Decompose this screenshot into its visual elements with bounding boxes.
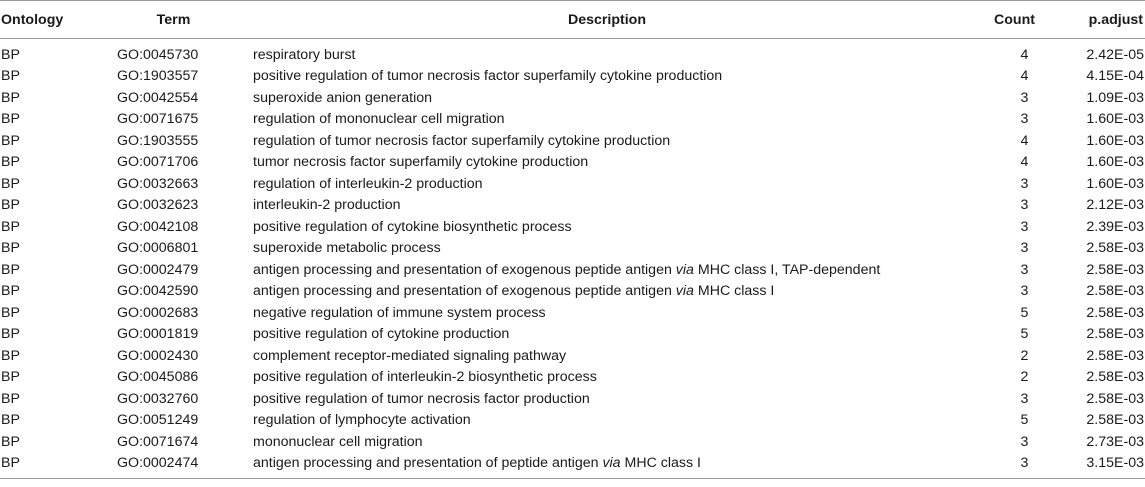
cell-count: 3 — [1020, 111, 1029, 128]
description-segment: positive regulation of cytokine production — [253, 326, 510, 343]
description-segment: regulation of lymphocyte activation — [253, 412, 471, 429]
description-segment: interleukin-2 production — [253, 197, 401, 214]
cell-count: 3 — [1020, 240, 1029, 257]
cell-ontology: BP — [1, 412, 20, 429]
cell-ontology: BP — [1, 132, 20, 149]
cell-count: 4 — [1020, 132, 1029, 149]
table-row — [0, 195, 1145, 217]
cell-term: GO:0045086 — [117, 369, 199, 386]
cell-term: GO:0032663 — [117, 175, 199, 192]
cell-description — [247, 174, 967, 196]
description-segment: MHC class I, TAP-dependent — [693, 261, 881, 278]
cell-description — [247, 88, 967, 110]
description-italic-segment: via — [602, 455, 621, 471]
cell-padjust: 2.58E-03 — [1086, 304, 1144, 321]
cell-ontology: BP — [1, 47, 20, 63]
header-padjust: p.adjust — [1062, 1, 1145, 39]
table-row — [0, 109, 1145, 131]
cell-padjust: 2.58E-03 — [1086, 326, 1144, 343]
cell-term: GO:0032760 — [117, 390, 199, 407]
cell-term: GO:1903557 — [117, 68, 199, 85]
cell-ontology: BP — [1, 111, 20, 128]
table-row — [0, 217, 1145, 239]
description-segment: positive regulation of tumor necrosis factor production — [253, 390, 590, 407]
cell-count: 3 — [967, 453, 1062, 479]
description-segment: superoxide anion generation — [253, 89, 433, 106]
cell-count: 3 — [1020, 283, 1029, 300]
description-segment: mononuclear cell migration — [253, 433, 423, 450]
cell-ontology: BP — [1, 390, 20, 407]
cell-ontology: BP — [1, 68, 20, 85]
cell-description — [247, 389, 967, 411]
description-segment: superoxide metabolic process — [253, 240, 441, 257]
cell-description — [247, 324, 967, 346]
cell-padjust: 4.15E-04 — [1086, 68, 1144, 85]
description-segment: antigen processing and presentation of exogenous peptide antigen — [253, 261, 676, 278]
cell-count: 3 — [1020, 261, 1029, 278]
cell-description — [247, 39, 967, 67]
cell-count: 4 — [1020, 68, 1029, 85]
cell-padjust: 2.58E-03 — [1086, 240, 1144, 257]
cell-term: GO:0071675 — [117, 111, 199, 128]
table-row — [0, 238, 1145, 260]
cell-ontology: BP — [1, 326, 20, 343]
cell-description — [247, 346, 967, 368]
description-italic-segment: via — [675, 261, 694, 278]
cell-padjust: 2.39E-03 — [1086, 218, 1144, 235]
cell-padjust: 2.12E-03 — [1086, 197, 1144, 214]
cell-count: 3 — [1020, 433, 1029, 450]
description-segment: tumor necrosis factor superfamily cytokine production — [253, 154, 589, 171]
cell-description — [247, 260, 967, 282]
cell-description — [247, 195, 967, 217]
cell-padjust: 2.58E-03 — [1086, 283, 1144, 300]
cell-count: 4 — [1020, 47, 1029, 63]
cell-ontology: BP — [1, 240, 20, 257]
table-row — [0, 260, 1145, 282]
cell-term: GO:0071674 — [117, 433, 199, 450]
table-row — [0, 88, 1145, 110]
cell-count: 3 — [1020, 218, 1029, 235]
cell-ontology: BP — [1, 369, 20, 386]
cell-term: GO:0002479 — [117, 261, 199, 278]
cell-description — [247, 453, 967, 479]
cell-padjust: 1.09E-03 — [1086, 89, 1144, 106]
cell-count: 3 — [1020, 175, 1029, 192]
cell-count: 5 — [1020, 326, 1029, 343]
cell-count: 2 — [1020, 347, 1029, 364]
cell-count: 2 — [1020, 369, 1029, 386]
cell-description — [247, 109, 967, 131]
table-row — [0, 453, 1145, 479]
table-row — [0, 324, 1145, 346]
header-ontology: Ontology — [0, 1, 100, 39]
cell-ontology: BP — [1, 283, 20, 300]
cell-count: 4 — [1020, 154, 1029, 171]
cell-description — [247, 131, 967, 153]
description-segment: positive regulation of interleukin-2 biosynthetic process — [253, 369, 597, 386]
header-row — [0, 1, 1145, 39]
cell-term: GO:0002474 — [100, 453, 247, 479]
cell-ontology: BP — [1, 261, 20, 278]
cell-padjust: 2.58E-03 — [1086, 390, 1144, 407]
header-term: Term — [100, 1, 247, 39]
cell-ontology: BP — [1, 154, 20, 171]
cell-term: GO:0051249 — [117, 412, 199, 429]
cell-description — [247, 238, 967, 260]
table-row — [0, 367, 1145, 389]
description-segment: negative regulation of immune system process — [253, 304, 546, 321]
cell-term: GO:0002430 — [117, 347, 199, 364]
cell-padjust: 2.58E-03 — [1086, 412, 1144, 429]
table-row — [0, 152, 1145, 174]
description-segment: regulation of interleukin-2 production — [253, 175, 483, 192]
cell-description — [247, 152, 967, 174]
cell-count: 5 — [1020, 304, 1029, 321]
table-row — [0, 39, 1145, 67]
description-segment: regulation of tumor necrosis factor superfamily cytokine production — [253, 132, 671, 149]
description-segment: positive regulation of cytokine biosynthetic process — [253, 218, 572, 235]
cell-ontology: BP — [0, 453, 100, 479]
cell-ontology: BP — [1, 175, 20, 192]
cell-term: GO:0002683 — [117, 304, 199, 321]
table-row — [0, 281, 1145, 303]
cell-description — [247, 281, 967, 303]
cell-count: 3 — [1020, 197, 1029, 214]
cell-description — [247, 367, 967, 389]
cell-padjust: 2.73E-03 — [1086, 433, 1144, 450]
cell-term: GO:1903555 — [117, 132, 199, 149]
cell-ontology: BP — [1, 304, 20, 321]
header-description: Description — [247, 1, 967, 39]
description-segment: antigen processing and presentation of exogenous peptide antigen — [253, 283, 676, 300]
table-header — [0, 1, 1145, 39]
cell-ontology: BP — [1, 197, 20, 214]
table-body — [0, 39, 1145, 479]
cell-padjust: 3.15E-03 — [1062, 453, 1145, 479]
cell-count: 3 — [1020, 390, 1029, 407]
table-row — [0, 66, 1145, 88]
table-row — [0, 410, 1145, 432]
cell-term: GO:0045730 — [117, 47, 199, 63]
cell-padjust: 2.58E-03 — [1086, 369, 1144, 386]
table-row — [0, 174, 1145, 196]
cell-padjust: 1.60E-03 — [1086, 132, 1144, 149]
description-segment: positive regulation of tumor necrosis factor superfamily cytokine production — [253, 68, 723, 85]
cell-padjust: 2.42E-05 — [1086, 47, 1144, 63]
cell-term: GO:0042554 — [117, 89, 199, 106]
cell-description — [247, 303, 967, 325]
description-segment: regulation of mononuclear cell migration — [253, 111, 505, 128]
cell-description — [247, 432, 967, 454]
cell-description — [247, 217, 967, 239]
description-segment: antigen processing and presentation of peptide antigen — [253, 455, 603, 471]
table-row — [0, 131, 1145, 153]
description-segment: respiratory burst — [253, 47, 356, 63]
description-italic-segment: via — [675, 283, 694, 300]
cell-term: GO:0032623 — [117, 197, 199, 214]
cell-padjust: 1.60E-03 — [1086, 154, 1144, 171]
cell-description — [247, 66, 967, 88]
cell-padjust: 2.58E-03 — [1086, 261, 1144, 278]
cell-count: 5 — [1020, 412, 1029, 429]
cell-ontology: BP — [1, 218, 20, 235]
cell-ontology: BP — [1, 89, 20, 106]
cell-padjust: 1.60E-03 — [1086, 175, 1144, 192]
table-row — [0, 346, 1145, 368]
cell-description — [247, 410, 967, 432]
cell-padjust: 2.58E-03 — [1086, 347, 1144, 364]
description-segment: MHC class I — [620, 455, 701, 471]
cell-term: GO:0001819 — [117, 326, 199, 343]
table-row — [0, 303, 1145, 325]
description-segment: complement receptor-mediated signaling pathway — [253, 347, 567, 364]
cell-padjust: 1.60E-03 — [1086, 111, 1144, 128]
cell-term: GO:0042108 — [117, 218, 199, 235]
cell-ontology: BP — [1, 433, 20, 450]
cell-count: 3 — [1020, 89, 1029, 106]
cell-ontology: BP — [1, 347, 20, 364]
table-row — [0, 389, 1145, 411]
cell-term: GO:0042590 — [117, 283, 199, 300]
table-row — [0, 432, 1145, 454]
description-segment: MHC class I — [693, 283, 775, 300]
header-count: Count — [967, 1, 1062, 39]
cell-term: GO:0071706 — [117, 154, 199, 171]
cell-term: GO:0006801 — [117, 240, 199, 257]
